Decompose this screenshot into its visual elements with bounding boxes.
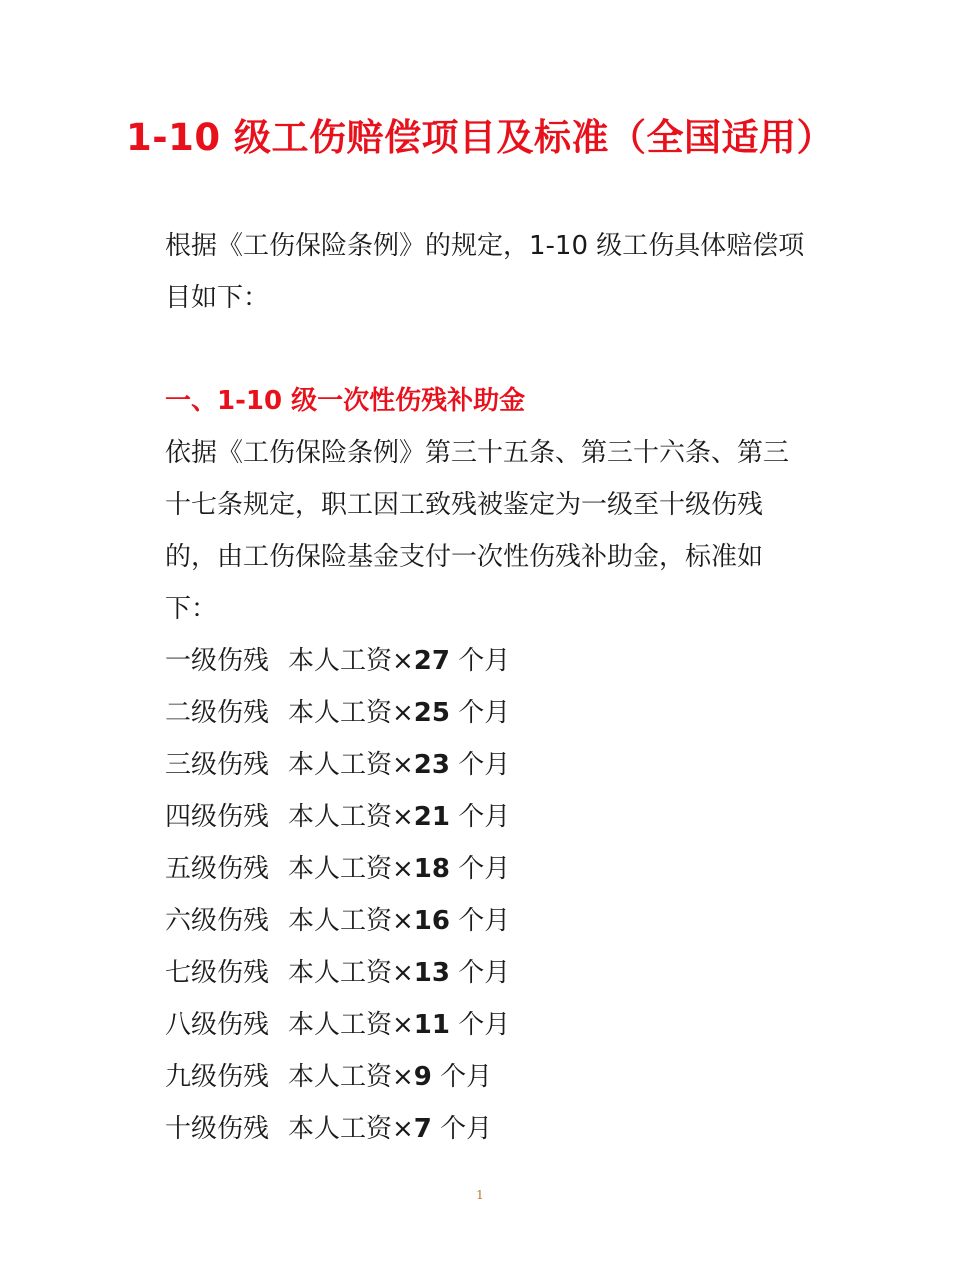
rating-unit: 个月 [449, 750, 511, 780]
rating-months: 13 [413, 958, 450, 988]
list-item [165, 843, 510, 895]
rating-grade: 六级伤残 [165, 906, 270, 936]
list-item [165, 895, 510, 947]
rating-months: 21 [413, 802, 450, 832]
rating-unit: 个月 [449, 906, 511, 936]
rating-unit: 个月 [449, 1010, 511, 1040]
rating-months: 27 [413, 646, 450, 676]
rating-unit: 个月 [449, 646, 511, 676]
rating-months: 25 [413, 698, 450, 728]
rating-months: 9 [413, 1062, 432, 1092]
rating-grade: 二级伤残 [165, 698, 270, 728]
rating-unit: 个月 [449, 698, 511, 728]
list-item [165, 687, 510, 739]
rating-unit: 个月 [449, 958, 511, 988]
rating-formula: 本人工资× [288, 1010, 414, 1040]
rating-grade: 七级伤残 [165, 958, 270, 988]
rating-formula: 本人工资× [288, 854, 414, 884]
page-number: 1 [476, 1188, 484, 1202]
rating-months: 7 [413, 1114, 432, 1144]
rating-months: 11 [413, 1010, 450, 1040]
rating-grade: 四级伤残 [165, 802, 270, 832]
rating-unit: 个月 [431, 1062, 493, 1092]
rating-months: 23 [413, 750, 450, 780]
rating-unit: 个月 [449, 854, 511, 884]
section-heading: 一、1-10 级一次性伤残补助金 [165, 386, 526, 416]
rating-months: 18 [413, 854, 450, 884]
rating-formula: 本人工资× [288, 646, 414, 676]
document-title: 1-10 级工伤赔偿项目及标准（全国适用） [126, 116, 834, 159]
rating-unit: 个月 [449, 802, 511, 832]
rating-grade: 三级伤残 [165, 750, 270, 780]
list-item [165, 1051, 510, 1103]
rating-formula: 本人工资× [288, 906, 414, 936]
list-item [165, 791, 510, 843]
rating-months: 16 [413, 906, 450, 936]
disability-rating-list [165, 635, 510, 1155]
rating-formula: 本人工资× [288, 802, 414, 832]
rating-grade: 八级伤残 [165, 1010, 270, 1040]
list-item [165, 1103, 510, 1155]
rating-formula: 本人工资× [288, 958, 414, 988]
rating-formula: 本人工资× [288, 750, 414, 780]
list-item [165, 947, 510, 999]
rating-formula: 本人工资× [288, 1062, 414, 1092]
rating-grade: 九级伤残 [165, 1062, 270, 1092]
rating-unit: 个月 [431, 1114, 493, 1144]
rating-grade: 一级伤残 [165, 646, 270, 676]
list-item [165, 999, 510, 1051]
list-item [165, 739, 510, 791]
rating-grade: 十级伤残 [165, 1114, 270, 1144]
rating-formula: 本人工资× [288, 1114, 414, 1144]
intro-paragraph: 根据《工伤保险条例》的规定，1-10 级工伤具体赔偿项目如下： [165, 231, 805, 313]
rating-grade: 五级伤残 [165, 854, 270, 884]
rating-formula: 本人工资× [288, 698, 414, 728]
basis-paragraph: 依据《工伤保险条例》第三十五条、第三十六条、第三十七条规定，职工因工致残被鉴定为一级至十级伤残的，由工伤保险基金支付一次性伤残补助金，标准如下： [165, 438, 790, 624]
list-item [165, 635, 510, 687]
